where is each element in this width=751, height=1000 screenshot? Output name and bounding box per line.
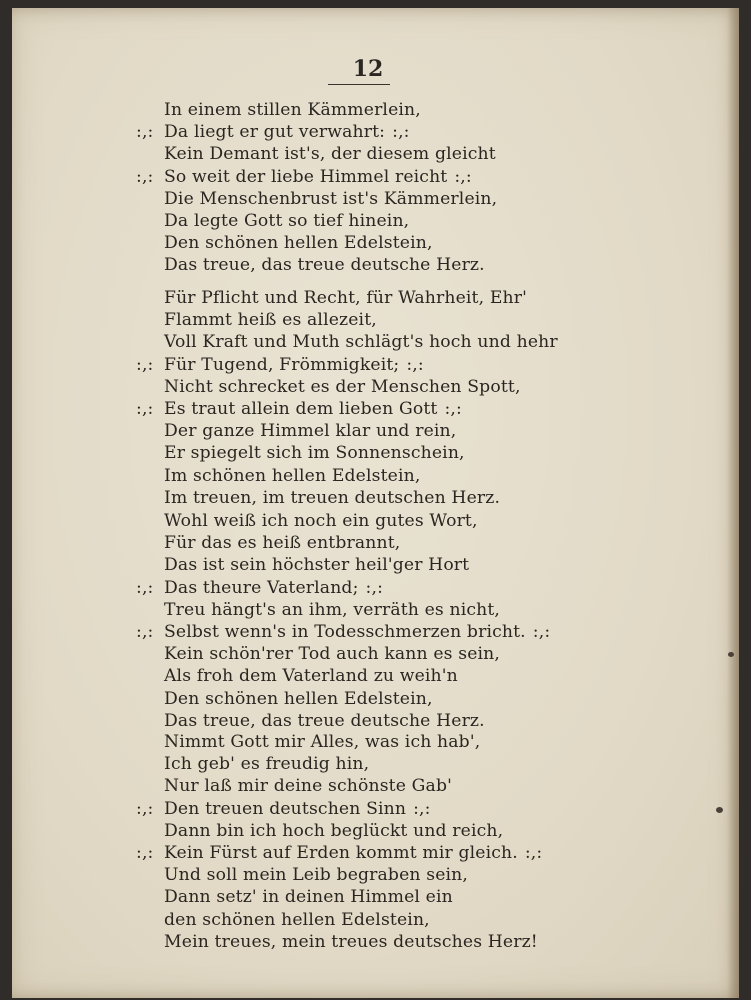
verse-text: [164, 310, 384, 330]
verse-text: [164, 666, 465, 686]
verse-body: Als froh dem Vaterland zu weih'n: [164, 666, 458, 687]
repeat-mark: :,:: [136, 166, 154, 187]
verse-body: Voll Kraft und Muth schlägt's hoch und hehr: [164, 332, 558, 353]
verse-text: [164, 533, 407, 553]
repeat-mark-end: :,:: [524, 843, 543, 863]
repeat-mark: :,:: [136, 354, 154, 375]
repeat-mark: :,:: [136, 843, 154, 863]
verse-text: [164, 377, 528, 397]
repeat-mark-end: :,:: [444, 399, 462, 419]
verse-body: Selbst wenn's in Todesschmerzen bricht.: [164, 622, 526, 642]
verse-body: Wohl weiß ich noch ein gutes Wort,: [164, 511, 478, 531]
repeat-mark: :,:: [136, 622, 154, 642]
verse-body: Kein Fürst auf Erden kommt mir gleich.: [164, 843, 518, 863]
page-number: 12: [352, 56, 384, 82]
verse-body: Das treue, das treue deutsche Herz.: [164, 710, 485, 731]
verse-body: Er spiegelt sich im Sonnenschein,: [164, 443, 465, 464]
verse-text: [164, 100, 428, 120]
verse-text: [164, 466, 427, 486]
verse-body: Für Tugend, Frömmigkeit;: [164, 354, 400, 375]
verse-text: [164, 843, 542, 863]
verse-body: Das theure Vaterland;: [164, 577, 359, 598]
verse-body: Das treue, das treue deutsche Herz.: [164, 255, 485, 276]
verse-body: Im schönen hellen Edelstein,: [164, 465, 421, 486]
verse-text: [164, 488, 507, 508]
verse-text: [164, 288, 534, 308]
repeat-mark-end: :,:: [532, 622, 551, 642]
repeat-mark-end: :,:: [413, 798, 431, 819]
verse-text: [164, 578, 383, 598]
verse-text: [164, 511, 485, 531]
verse-text: [164, 932, 545, 952]
verse-text: [164, 443, 472, 463]
verse-body: Da legte Gott so tief hinein,: [164, 211, 410, 231]
verse-body: Es traut allein dem lieben Gott: [164, 399, 438, 419]
repeat-mark-end: :,:: [392, 122, 410, 143]
verse-text: [164, 644, 507, 664]
verse-text: [164, 233, 440, 253]
verse-body: Den treuen deutschen Sinn: [164, 798, 407, 819]
verse-text: [164, 255, 492, 275]
verse-text: [164, 622, 550, 642]
verse-text: [164, 600, 507, 620]
verse-text: [164, 211, 416, 231]
verse-text: [164, 332, 565, 352]
verse-body: Das ist sein höchster heil'ger Hort: [164, 555, 470, 576]
verse-text: [164, 776, 459, 796]
verse-body: Im treuen, im treuen deutschen Herz.: [164, 487, 501, 508]
verse-body: Mein treues, mein treues deutsches Herz!: [164, 931, 538, 952]
verse-body: In einem stillen Kämmerlein,: [164, 100, 421, 120]
page-number-rule: [328, 84, 390, 85]
repeat-mark-end: :,:: [365, 577, 384, 598]
verse-body: den schönen hellen Edelstein,: [164, 909, 430, 930]
verse-text: [164, 144, 503, 164]
verse-text: [164, 399, 462, 419]
verse-body: Kein Demant ist's, der diesem gleicht: [164, 144, 496, 165]
repeat-mark: :,:: [136, 577, 154, 598]
verse-text: [164, 754, 376, 774]
repeat-mark-end: :,:: [454, 166, 472, 187]
verse-text: [164, 910, 437, 930]
verse-body: Der ganze Himmel klar und rein,: [164, 421, 457, 442]
verse-body: Die Menschenbrust ist's Kämmerlein,: [164, 188, 498, 209]
verse-text: [164, 689, 440, 709]
ink-speck: [716, 807, 723, 813]
repeat-mark: :,:: [136, 122, 154, 143]
verse-body: Treu hängt's an ihm, verräth es nicht,: [164, 599, 501, 620]
verse-body: Dann bin ich hoch beglückt und reich,: [164, 820, 504, 841]
verse-body: Dann setz' in deinen Himmel ein: [164, 887, 453, 908]
verse-text: [164, 887, 460, 907]
verse-body: Und soll mein Leib begraben sein,: [164, 865, 469, 886]
verse-text: [164, 821, 510, 841]
verse-body: Ich geb' es freudig hin,: [164, 754, 370, 775]
verse-text: [164, 167, 472, 187]
verse-body: So weit der liebe Himmel reicht: [164, 166, 448, 187]
verse-text: [164, 555, 476, 575]
verse-text: [164, 189, 504, 209]
verse-text: [164, 799, 431, 819]
verse-body: Flammt heiß es allezeit,: [164, 310, 377, 331]
ink-speck: [728, 652, 734, 657]
verse-body: Nimmt Gott mir Alles, was ich hab',: [164, 732, 481, 752]
verse-body: Den schönen hellen Edelstein,: [164, 233, 433, 254]
book-page: [12, 8, 739, 998]
verse-text: [164, 355, 424, 375]
verse-body: Nicht schrecket es der Menschen Spott,: [164, 376, 521, 397]
verse-body: Kein schön'rer Tod auch kann es sein,: [164, 644, 501, 665]
repeat-mark: :,:: [136, 399, 154, 419]
verse-text: [164, 421, 463, 441]
verse-body: Für das es heiß entbrannt,: [164, 533, 401, 554]
verse-body: Da liegt er gut verwahrt:: [164, 122, 386, 143]
verse-text: [164, 865, 475, 885]
verse-body: Für Pflicht und Recht, für Wahrheit, Ehr': [164, 288, 527, 308]
verse-text: [164, 711, 492, 731]
repeat-mark: :,:: [136, 798, 154, 819]
verse-body: Den schönen hellen Edelstein,: [164, 688, 433, 709]
page-edge-shadow: [727, 8, 739, 998]
verse-text: [164, 732, 487, 752]
verse-body: Nur laß mir deine schönste Gab': [164, 776, 452, 797]
repeat-mark-end: :,:: [406, 354, 424, 375]
verse-text: [164, 122, 410, 142]
